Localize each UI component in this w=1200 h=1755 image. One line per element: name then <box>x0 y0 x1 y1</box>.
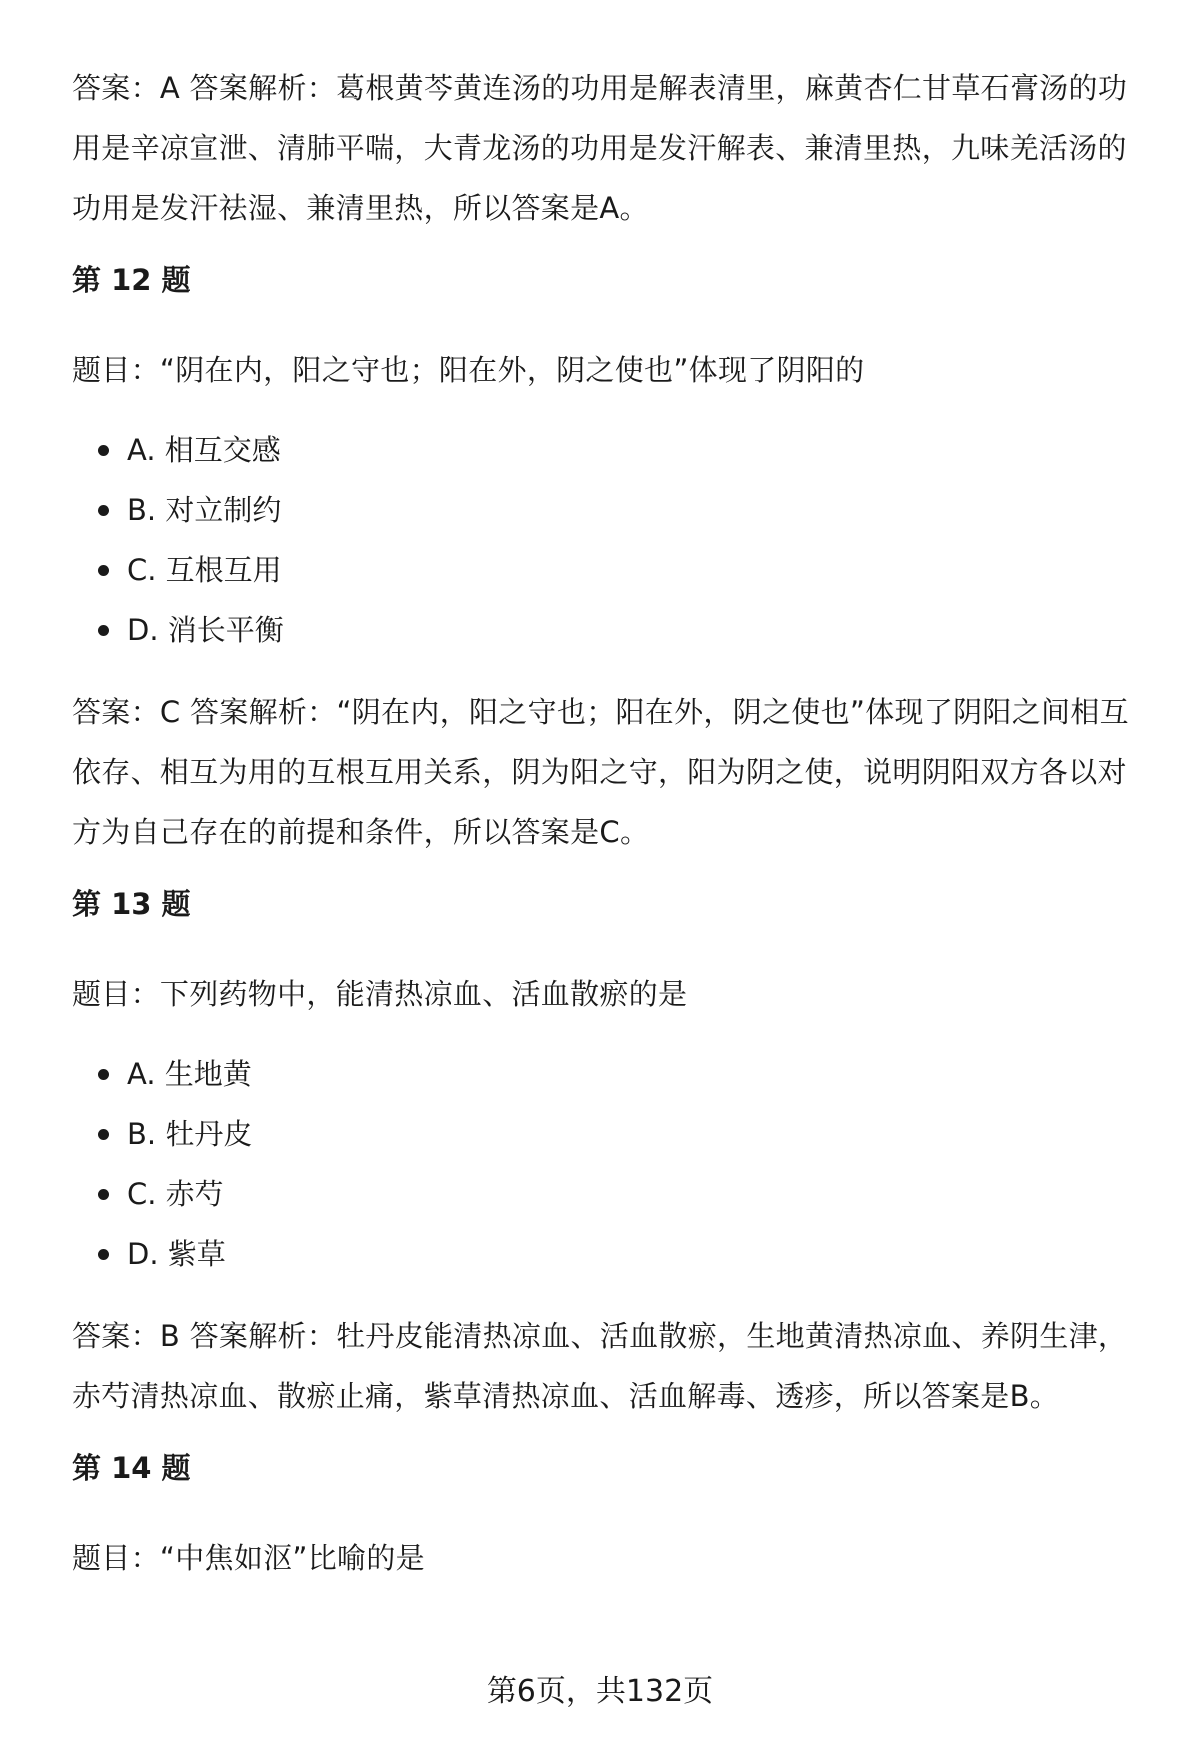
q13-answer-explanation: 答案：B 答案解析：牡丹皮能清热凉血、活血散瘀，生地黄清热凉血、养阴生津，赤芍清热凉血、散瘀止痛，紫草清热凉血、活血解毒、透疹，所以答案是B。 <box>72 1319 1128 1413</box>
q12-question: 题目：“阴在内，阳之守也；阳在外，阴之使也”体现了阴阳的 <box>72 353 865 387</box>
q13-option-b <box>72 1104 1142 1164</box>
q14-question: 题目：“中焦如沤”比喻的是 <box>72 1541 425 1575</box>
option-label: A. 生地黄 <box>127 1057 252 1091</box>
q13-heading: 第 13 题 <box>72 887 191 921</box>
bullet-icon <box>98 565 109 576</box>
q13-option-a <box>72 1044 1142 1104</box>
q12-answer-explanation: 答案：C 答案解析：“阴在内，阳之守也；阳在外，阴之使也”体现了阴阳之间相互依存、相互为用的互根互用关系，阴为阳之守，阳为阴之使，说明阴阳双方各以对方为自己存在的前提和条件，所以答案是C。 <box>72 695 1129 849</box>
q12-option-d <box>72 600 1142 660</box>
option-label: D. 消长平衡 <box>127 613 284 647</box>
q12-heading: 第 12 题 <box>72 263 191 297</box>
option-label: D. 紫草 <box>127 1237 226 1271</box>
q12-option-c <box>72 540 1142 600</box>
bullet-icon <box>98 445 109 456</box>
bullet-icon <box>98 505 109 516</box>
q13-question: 题目：下列药物中，能清热凉血、活血散瘀的是 <box>72 977 688 1011</box>
page-number-footer: 第6页，共132页 <box>486 1674 714 1709</box>
option-label: B. 牡丹皮 <box>127 1117 253 1151</box>
option-label: C. 赤芍 <box>127 1177 224 1211</box>
q12-option-b <box>72 480 1142 540</box>
option-label: A. 相互交感 <box>127 433 281 467</box>
q12-options <box>72 420 1142 660</box>
bullet-icon <box>98 1129 109 1140</box>
option-label: B. 对立制约 <box>127 493 282 527</box>
q13-option-c <box>72 1164 1142 1224</box>
bullet-icon <box>98 1069 109 1080</box>
option-label: C. 互根互用 <box>127 553 282 587</box>
bullet-icon <box>98 625 109 636</box>
q13-options <box>72 1044 1142 1284</box>
document-page <box>72 58 1142 1588</box>
q11-answer-explanation: 答案：A 答案解析：葛根黄芩黄连汤的功用是解表清里，麻黄杏仁甘草石膏汤的功用是辛凉宣泄、清肺平喘，大青龙汤的功用是发汗解表、兼清里热，九味羌活汤的功用是发汗祛湿、兼清里热，所以答案是A。 <box>72 71 1128 225</box>
q12-option-a <box>72 420 1142 480</box>
bullet-icon <box>98 1189 109 1200</box>
bullet-icon <box>98 1249 109 1260</box>
q14-heading: 第 14 题 <box>72 1451 191 1485</box>
q13-option-d <box>72 1224 1142 1284</box>
